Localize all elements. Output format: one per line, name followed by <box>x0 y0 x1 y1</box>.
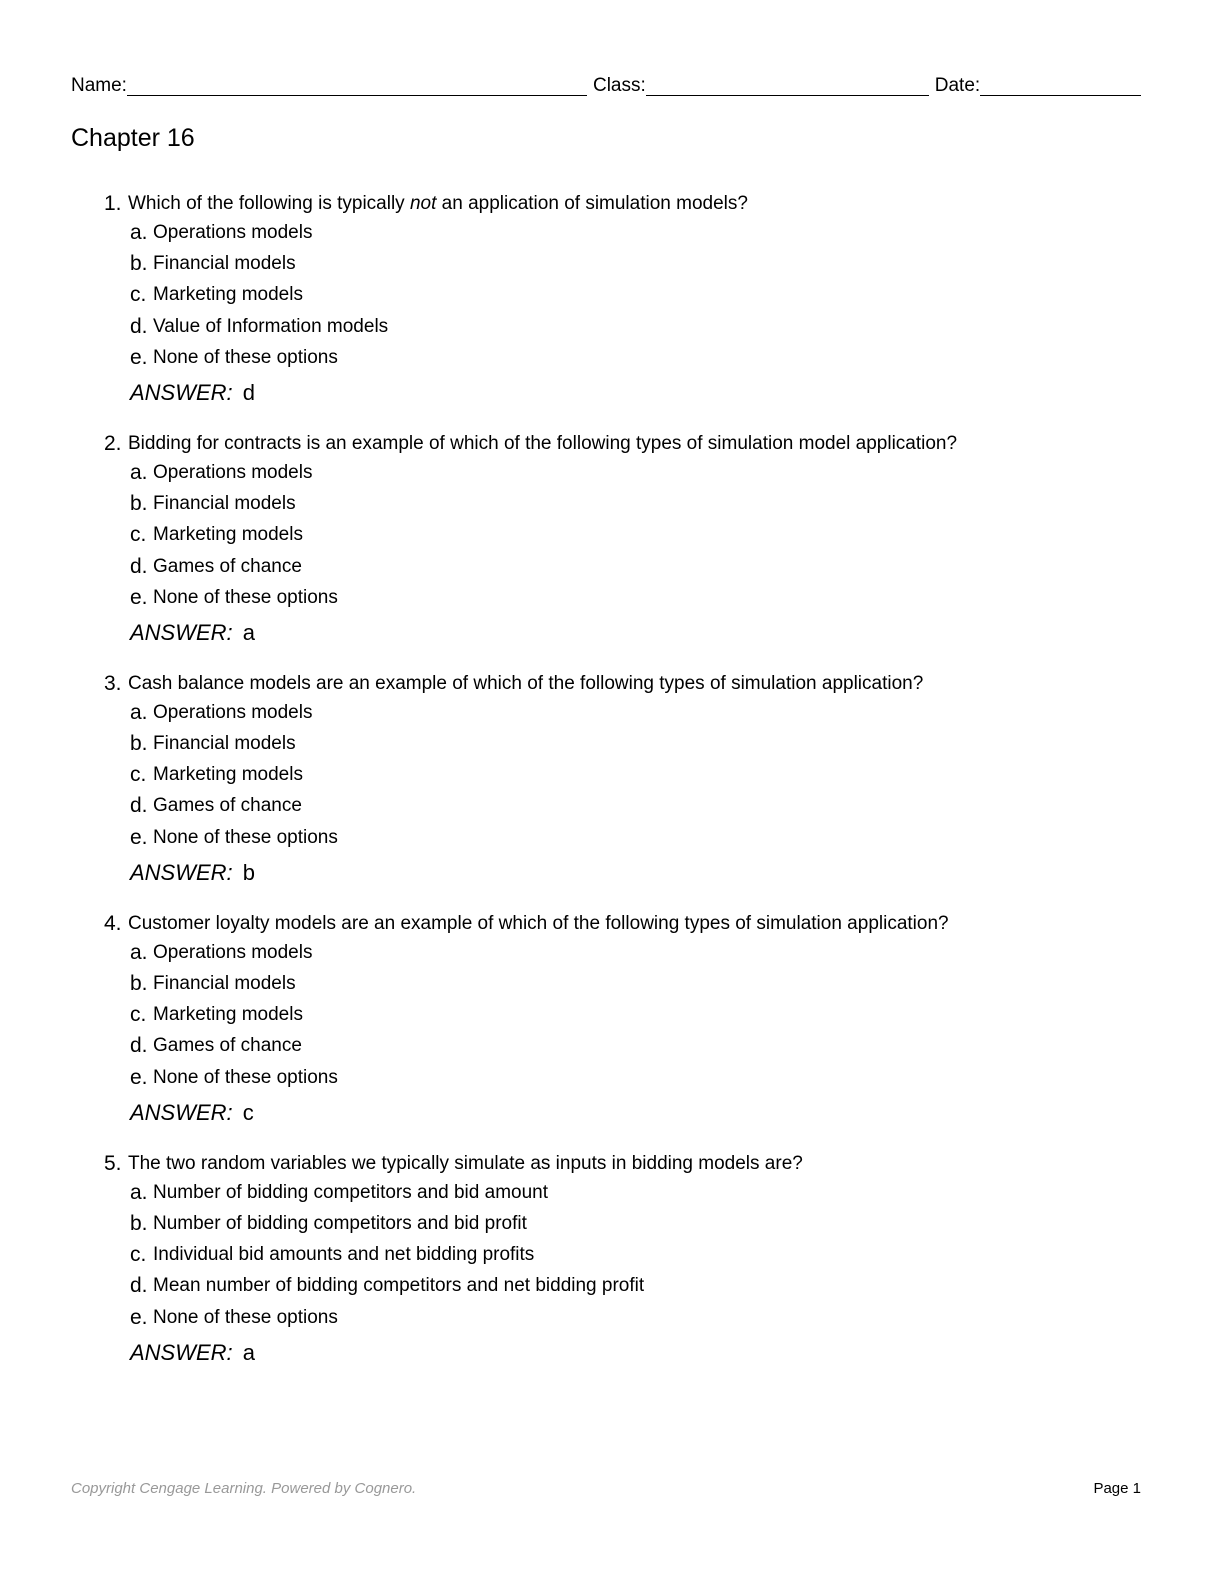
header-fields <box>71 73 1141 97</box>
option-text: Number of bidding competitors and bid amount <box>153 1181 549 1203</box>
answer-option <box>0 251 1224 282</box>
answer-option <box>0 1033 1224 1064</box>
answer-options <box>0 1180 1224 1336</box>
option-letter: a. <box>130 940 148 964</box>
answer-key <box>0 379 1224 419</box>
answer-value: a <box>242 619 255 645</box>
question-stem <box>0 431 1224 459</box>
answer-value: b <box>242 859 255 885</box>
option-letter: b. <box>130 1211 148 1235</box>
page-number: Page 1 <box>1093 1480 1141 1497</box>
option-text: Marketing models <box>153 1004 303 1026</box>
answer-options <box>0 700 1224 856</box>
question-number: 5. <box>104 1151 122 1175</box>
answer-option <box>0 554 1224 585</box>
answer-label: ANSWER: <box>130 1339 233 1365</box>
copyright-notice: Copyright Cengage Learning. Powered by Cognero. <box>71 1480 417 1497</box>
option-letter: c. <box>130 283 147 307</box>
answer-option <box>0 1273 1224 1304</box>
option-text: Value of Information models <box>153 315 389 337</box>
option-letter: c. <box>130 1243 147 1267</box>
answer-option <box>0 940 1224 971</box>
option-letter: a. <box>130 221 148 244</box>
question-text: Bidding for contracts is an example of which of the following types of simulation model application? <box>128 432 958 454</box>
option-text: Mean number of bidding competitors and net bidding profit <box>153 1275 645 1297</box>
answer-option <box>0 793 1224 824</box>
option-text: Financial models <box>153 493 296 515</box>
option-text: Games of chance <box>153 1035 302 1057</box>
option-text: Operations models <box>153 222 313 243</box>
answer-value: d <box>242 379 255 405</box>
name-blank-line <box>127 75 587 96</box>
question-text-emphasis: not <box>409 193 437 214</box>
page-footer <box>71 1480 1141 1500</box>
question-1 <box>0 191 1224 419</box>
option-text: Marketing models <box>153 524 303 546</box>
question-number: 3. <box>104 671 122 695</box>
answer-key <box>0 1339 1224 1379</box>
option-letter: a. <box>130 1180 148 1204</box>
question-text-continued: an application of simulation models? <box>436 193 748 214</box>
question-number: 2. <box>104 431 122 455</box>
option-text: None of these options <box>153 346 338 368</box>
question-text: Cash balance models are an example of which of the following types of simulation application? <box>128 672 924 694</box>
option-text: Operations models <box>153 461 313 483</box>
option-letter: d. <box>130 1274 148 1298</box>
option-letter: d. <box>130 794 148 818</box>
option-letter: c. <box>130 1003 147 1027</box>
question-number: 1. <box>104 192 122 215</box>
name-label: Name: <box>71 75 127 96</box>
option-letter: b. <box>130 252 148 276</box>
answer-label: ANSWER: <box>130 1099 233 1125</box>
answer-options <box>0 940 1224 1096</box>
question-3 <box>0 671 1224 899</box>
option-text: None of these options <box>153 826 338 848</box>
answer-label: ANSWER: <box>130 619 233 645</box>
answer-label: ANSWER: <box>130 379 233 405</box>
option-text: Individual bid amounts and net bidding profits <box>153 1244 535 1266</box>
option-letter: d. <box>130 1034 148 1058</box>
answer-option <box>0 1242 1224 1273</box>
option-letter: a. <box>130 700 148 724</box>
option-text: None of these options <box>153 586 338 608</box>
answer-option <box>0 731 1224 762</box>
answer-option <box>0 1065 1224 1096</box>
question-5 <box>0 1151 1224 1379</box>
question-stem <box>0 1151 1224 1179</box>
answer-label: ANSWER: <box>130 859 233 885</box>
question-4 <box>0 911 1224 1139</box>
answer-option <box>0 1180 1224 1211</box>
answer-option <box>0 825 1224 856</box>
option-letter: d. <box>130 554 148 578</box>
option-text: Number of bidding competitors and bid profit <box>153 1212 527 1234</box>
question-list <box>0 191 1224 1391</box>
option-letter: b. <box>130 492 148 516</box>
question-text: The two random variables we typically simulate as inputs in bidding models are? <box>128 1152 803 1174</box>
option-letter: e. <box>130 1065 148 1089</box>
option-letter: e. <box>130 345 148 369</box>
answer-option <box>0 314 1224 345</box>
answer-key <box>0 1099 1224 1139</box>
option-letter: b. <box>130 732 148 756</box>
question-stem <box>0 191 1224 219</box>
option-text: None of these options <box>153 1306 338 1328</box>
answer-value: c <box>242 1099 254 1125</box>
answer-key <box>0 859 1224 899</box>
option-text: Games of chance <box>153 555 302 577</box>
option-letter: b. <box>130 972 148 995</box>
option-text: Financial models <box>153 973 296 994</box>
option-text: Games of chance <box>153 795 302 817</box>
option-letter: a. <box>130 460 148 484</box>
answer-option <box>0 282 1224 313</box>
option-text: Financial models <box>153 733 296 755</box>
question-text: Customer loyalty models are an example of which of the following types of simulation application? <box>128 912 949 934</box>
answer-option <box>0 1002 1224 1033</box>
answer-option <box>0 345 1224 376</box>
answer-option <box>0 460 1224 491</box>
option-text: Marketing models <box>153 284 303 306</box>
answer-option <box>0 1211 1224 1242</box>
date-blank-line <box>980 75 1141 96</box>
option-text: Operations models <box>153 941 313 963</box>
chapter-title: Chapter 16 <box>71 124 195 152</box>
answer-option <box>0 491 1224 522</box>
option-letter: c. <box>130 523 147 547</box>
option-letter: d. <box>130 314 148 338</box>
option-text: Marketing models <box>153 764 303 786</box>
answer-option <box>0 762 1224 793</box>
answer-options <box>0 220 1224 376</box>
option-text: Financial models <box>153 253 296 275</box>
answer-option <box>0 700 1224 731</box>
answer-option <box>0 220 1224 251</box>
question-text: Which of the following is typically <box>128 193 410 214</box>
answer-option <box>0 585 1224 616</box>
option-text: Operations models <box>153 701 313 723</box>
answer-option <box>0 1305 1224 1336</box>
answer-option <box>0 522 1224 553</box>
option-letter: e. <box>130 1305 148 1329</box>
answer-key <box>0 619 1224 659</box>
answer-option <box>0 971 1224 1002</box>
answer-options <box>0 460 1224 616</box>
answer-value: a <box>242 1339 255 1365</box>
question-stem <box>0 671 1224 699</box>
question-2 <box>0 431 1224 659</box>
question-number: 4. <box>104 911 122 935</box>
option-letter: e. <box>130 825 148 849</box>
date-label: Date: <box>934 75 981 96</box>
option-text: None of these options <box>153 1066 338 1088</box>
option-letter: c. <box>130 763 147 787</box>
class-blank-line <box>646 75 929 96</box>
question-stem <box>0 911 1224 939</box>
class-label: Class: <box>592 75 646 96</box>
option-letter: e. <box>130 585 148 609</box>
